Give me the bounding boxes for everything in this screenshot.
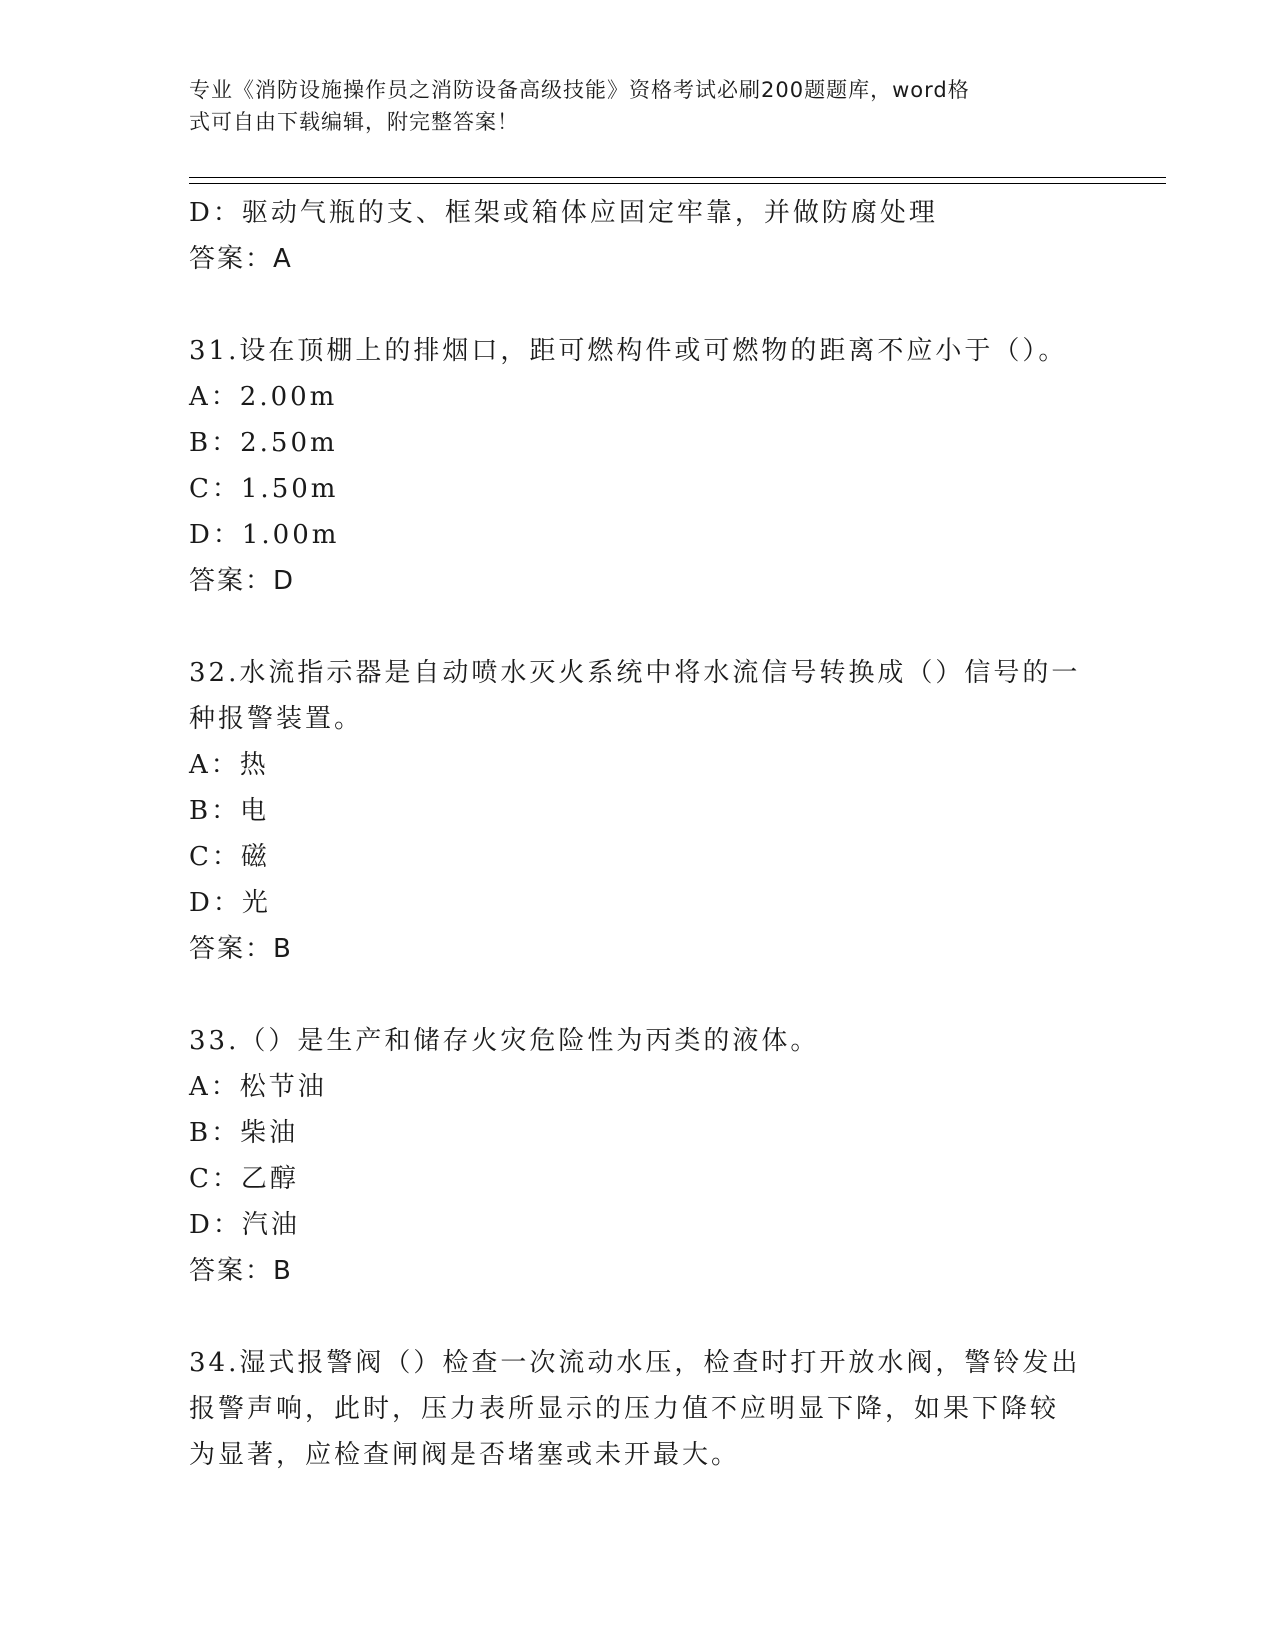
option-b: B：2.50m [189, 428, 338, 458]
question-stem-line-1: 34.湿式报警阀（）检查一次流动水压，检查时打开放水阀，警铃发出 [189, 1348, 1081, 1378]
option-d: D：光 [189, 888, 271, 918]
question-31 [189, 328, 1089, 604]
question-stem: 33.（）是生产和储存火灾危险性为丙类的液体。 [189, 1026, 820, 1056]
option-d: D：汽油 [189, 1210, 300, 1240]
header-divider-bottom [189, 183, 1166, 184]
document-header [189, 74, 1069, 138]
option-b: B：电 [189, 796, 270, 826]
header-divider-top [189, 177, 1166, 178]
question-stem-line-2: 报警声响，此时，压力表所显示的压力值不应明显下降，如果下降较 [189, 1394, 1060, 1424]
option-d: D：驱动气瓶的支、框架或箱体应固定牢靠，并做防腐处理 [189, 198, 938, 228]
answer-line: 答案：B [189, 934, 293, 964]
option-c: C：1.50m [189, 474, 339, 504]
option-a: A：2.00m [189, 382, 338, 412]
option-a: A：热 [189, 750, 269, 780]
question-32 [189, 650, 1089, 972]
previous-question-tail [189, 190, 1089, 282]
spacer [189, 972, 1089, 1018]
option-c: C：磁 [189, 842, 270, 872]
header-line-2: 式可自由下载编辑，附完整答案！ [189, 110, 519, 134]
question-33 [189, 1018, 1089, 1294]
answer-line: 答案：A [189, 244, 293, 274]
spacer [189, 1294, 1089, 1340]
question-stem: 31.设在顶棚上的排烟口，距可燃构件或可燃物的距离不应小于（）。 [189, 336, 1068, 366]
spacer [189, 604, 1089, 650]
option-b: B：柴油 [189, 1118, 299, 1148]
answer-line: 答案：D [189, 566, 296, 596]
option-d: D：1.00m [189, 520, 340, 550]
option-c: C：乙醇 [189, 1164, 299, 1194]
spacer [189, 282, 1089, 328]
question-list [189, 190, 1089, 1478]
question-stem-line-3: 为显著，应检查闸阀是否堵塞或未开最大。 [189, 1440, 741, 1470]
header-line-1: 专业《消防设施操作员之消防设备高级技能》资格考试必刷200题题库，word格 [189, 78, 970, 102]
question-stem-line-2: 种报警装置。 [189, 704, 364, 734]
option-a: A：松节油 [189, 1072, 327, 1102]
answer-line: 答案：B [189, 1256, 293, 1286]
question-34 [189, 1340, 1089, 1478]
question-stem-line-1: 32.水流指示器是自动喷水灭火系统中将水流信号转换成（）信号的一 [189, 658, 1081, 688]
